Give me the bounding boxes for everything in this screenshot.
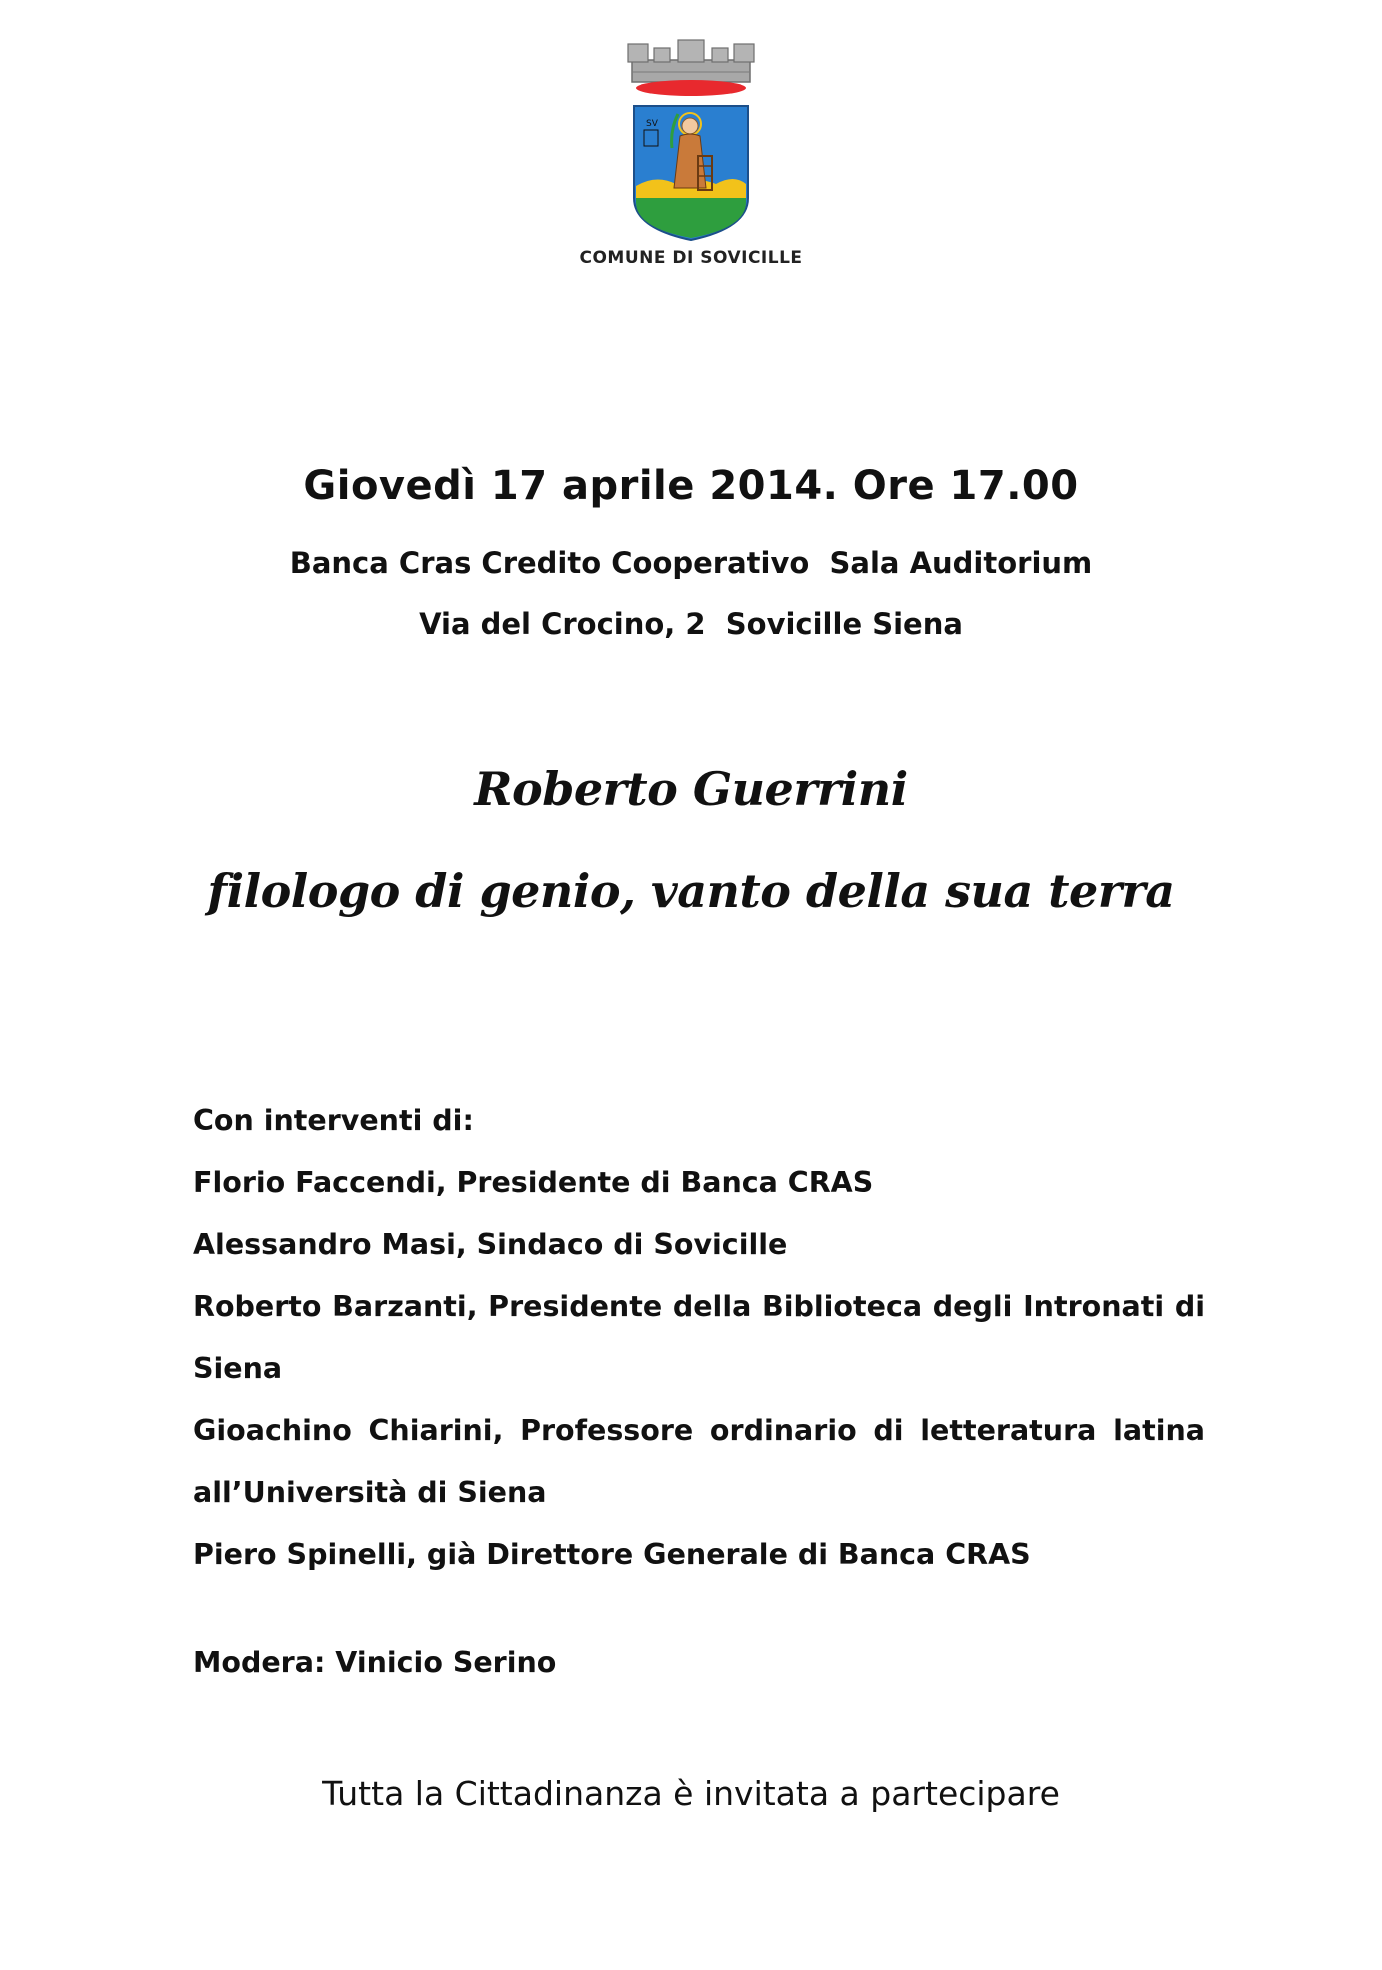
venue-address: Via del Crocino, 2 Sovicille Siena — [419, 607, 963, 641]
municipality-name: COMUNE DI SOVICILLE — [579, 248, 803, 268]
event-date-time: Giovedì 17 aprile 2014. Ore 17.00 — [303, 463, 1079, 509]
svg-text:SV: SV — [646, 119, 658, 129]
speaker-item: Piero Spinelli, già Direttore Generale di Banca CRAS — [193, 1538, 1031, 1571]
closing-invitation: Tutta la Cittadinanza è invitata a partecipare — [322, 1774, 1060, 1813]
speaker-item: Alessandro Masi, Sindaco di Sovicille — [193, 1228, 788, 1261]
event-title: Roberto Guerrini — [474, 762, 908, 816]
speakers-intro: Con interventi di: — [193, 1104, 474, 1137]
coat-of-arms-icon — [626, 38, 756, 244]
event-subtitle: filologo di genio, vanto della sua terra — [207, 864, 1175, 918]
venue-name: Banca Cras Credito Cooperativo Sala Auditorium — [289, 546, 1093, 580]
crown-icon — [628, 40, 754, 96]
speaker-item: Florio Faccendi, Presidente di Banca CRAS — [193, 1166, 874, 1199]
speakers-list — [193, 1090, 1205, 1586]
moderator: Modera: Vinicio Serino — [193, 1646, 557, 1679]
speaker-item: Gioachino Chiarini, Professore ordinario di letteratura latina all’Università di Siena — [193, 1414, 1205, 1509]
shield-icon — [634, 106, 748, 240]
speaker-item: Roberto Barzanti, Presidente della Biblioteca degli Intronati di Siena — [193, 1290, 1205, 1385]
